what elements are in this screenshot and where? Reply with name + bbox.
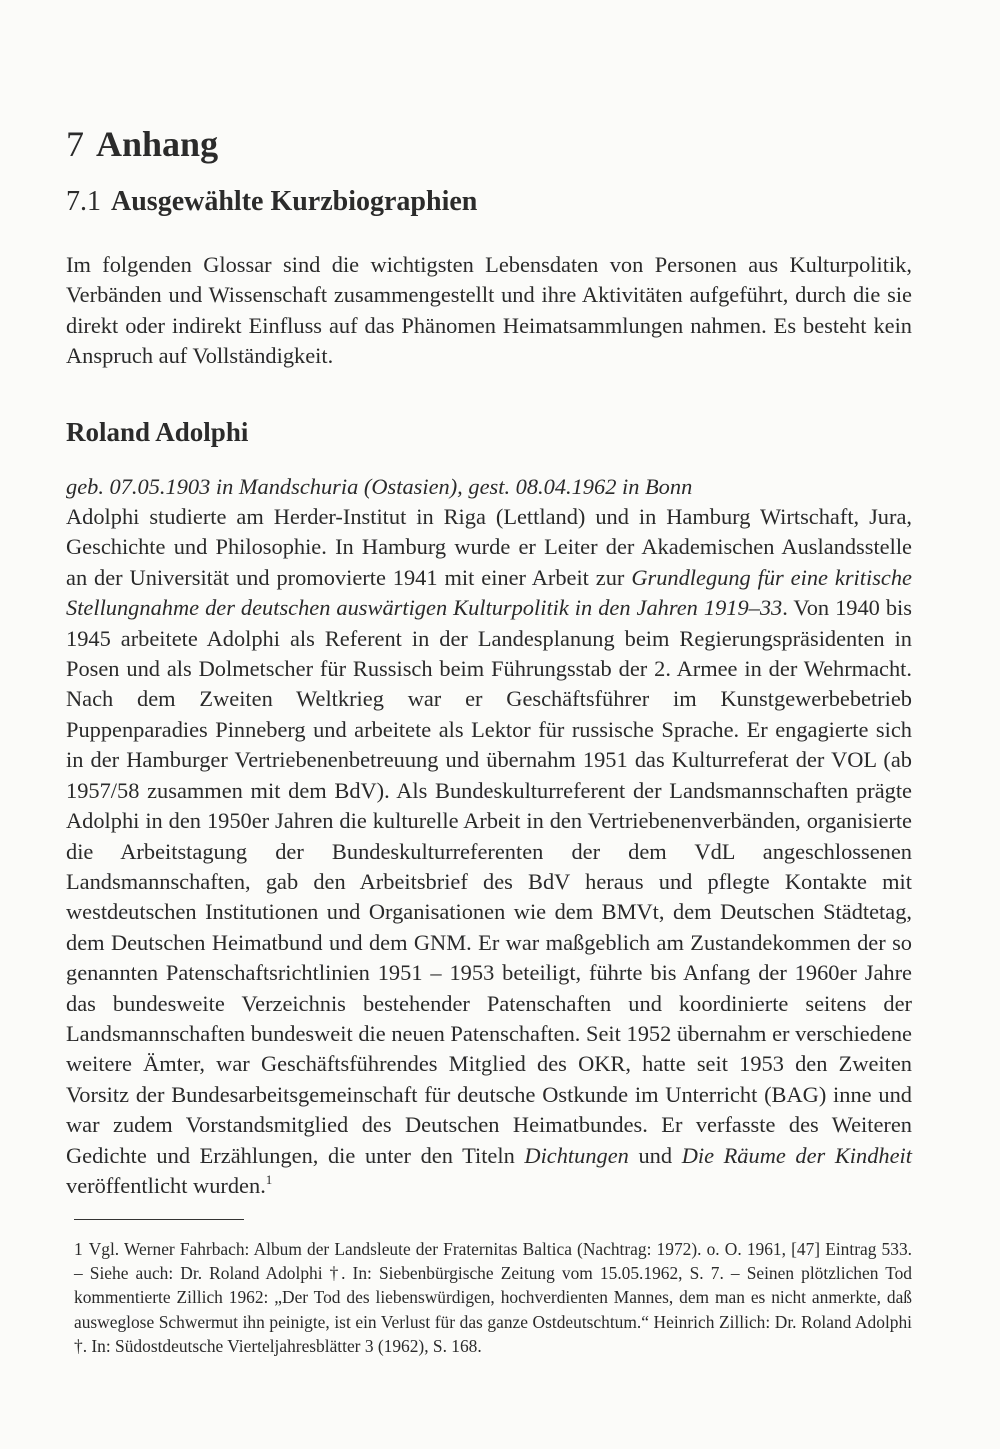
- life-dates: geb. 07.05.1903 in Mandschuria (Ostasien), gest. 08.04.1962 in Bonn: [66, 473, 693, 499]
- footnote-divider: [74, 1219, 244, 1220]
- section-title: Ausgewählte Kurzbiographien: [111, 186, 478, 217]
- section-number: 7.1: [66, 186, 101, 217]
- footnote-number: 1: [74, 1239, 83, 1259]
- section-heading: [66, 182, 912, 222]
- footnote-reference[interactable]: 1: [265, 1171, 273, 1187]
- bio-title-b: Die Räume der Kindheit: [681, 1142, 912, 1168]
- bio-work-title: Grundlegung für eine kritische Stellungnahme der deutschen auswärtigen Kulturpolitik in den Jahren 1919–33: [66, 564, 912, 621]
- footnote: [74, 1237, 912, 1358]
- bio-text-3: und: [628, 1142, 682, 1168]
- chapter-title: Anhang: [96, 124, 219, 164]
- chapter-heading: [66, 118, 912, 170]
- chapter-number: 7: [66, 124, 84, 164]
- footnotes: [74, 1237, 912, 1358]
- bio-title-a: Dichtungen: [524, 1142, 629, 1168]
- biography-paragraph: [66, 502, 912, 1201]
- bio-text-2: . Von 1940 bis 1945 arbeitete Adolphi als Referent in der Landesplanung beim Regierungspräsidenten in Posen und als Dolmetscher für Russisch beim Führungsstab der 2. Armee in der Wehrmacht. Nach dem Zweiten Weltkrieg war er Geschäftsführer im Kunstgewerbebetrieb Puppenparadies Pinneberg und arbeitete als Lektor für russische Sprache. Er engagierte sich in der Hamburger Vertriebenenbetreuung und übernahm 1951 das Kulturreferat der VOL (ab 1957/58 zusammen mit dem BdV). Als Bundeskulturreferent der Landsmannschaften prägte Adolphi in den 1950er Jahren die kulturelle Arbeit in den Vertriebenenverbänden, organisierte die Arbeitstagung der Bundeskulturreferenten der dem VdL angeschlossenen Landsmannschaften, gab den Arbeitsbrief des BdV heraus und pflegte Kontakte mit westdeutschen Institutionen und Organisationen wie dem BMVt, dem Deutschen Städtetag, dem Deutschen Heimatbund und dem GNM. Er war maßgeblich am Zustandekommen der so genannten Patenschaftsrichtlinien 1951 – 1953 beteiligt, führte bis Anfang der 1960er Jahre das bundesweite Verzeichnis bestehender Patenschaften und koordinierte seitens der Landsmannschaften bundesweit die neuen Patenschaften. Seit 1952 übernahm er verschiedene weitere Ämter, war Geschäftsführendes Mitglied des OKR, hatte seit 1953 den Zweiten Vorsitz der Bundesarbeitsgemeinschaft für deutsche Ostkunde im Unterricht (BAG) inne und war zudem Vorstandsmitglied des Deutschen Heimatbundes. Er verfasste des Weiteren Gedichte und Erzählungen, die unter den Titeln: [66, 595, 912, 1168]
- bio-text-4: veröffentlicht wurden.: [66, 1172, 266, 1198]
- person-name: Roland Adolphi: [66, 416, 249, 447]
- bio-text-1: Adolphi studierte am Herder-Institut in Riga (Lettland) und in Hamburg Wirtschaft, Jura, Geschichte und Philosophie. In Hamburg wurde er Leiter der Akademischen Auslandsstelle an der Universität und promovierte 1941 mit einer Arbeit zur: [66, 504, 912, 590]
- intro-paragraph: Im folgenden Glossar sind die wichtigsten Lebensdaten von Personen aus Kulturpolitik, Verbänden und Wissenschaft zusammengestellt und ihre Aktivitäten aufgeführt, durch die sie direkt oder indirekt Einfluss auf das Phänomen Heimatsammlungen nahmen. Es besteht kein Anspruch auf Vollständigkeit.: [66, 252, 912, 369]
- main-content: [66, 118, 912, 1201]
- footnote-text: Vgl. Werner Fahrbach: Album der Landsleute der Fraternitas Baltica (Nachtrag: 1972). o. O. 1961, [47] Eintrag 533. – Siehe auch: Dr. Roland Adolphi †. In: Siebenbürgische Zeitung vom 15.05.1962, S. 7. – Seinen plötzlichen Tod kommentierte Zillich 1962: „Der Tod des liebenswürdigen, hochverdienten Mannes, dem man es nicht anmerkte, daß ausweglose Schwermut ihn peinigte, ist ein Verlust für das ganze Ostdeutschtum.“ Heinrich Zillich: Dr. Roland Adolphi †. In: Südostdeutsche Vierteljahresblätter 3 (1962), S. 168.: [74, 1239, 912, 1356]
